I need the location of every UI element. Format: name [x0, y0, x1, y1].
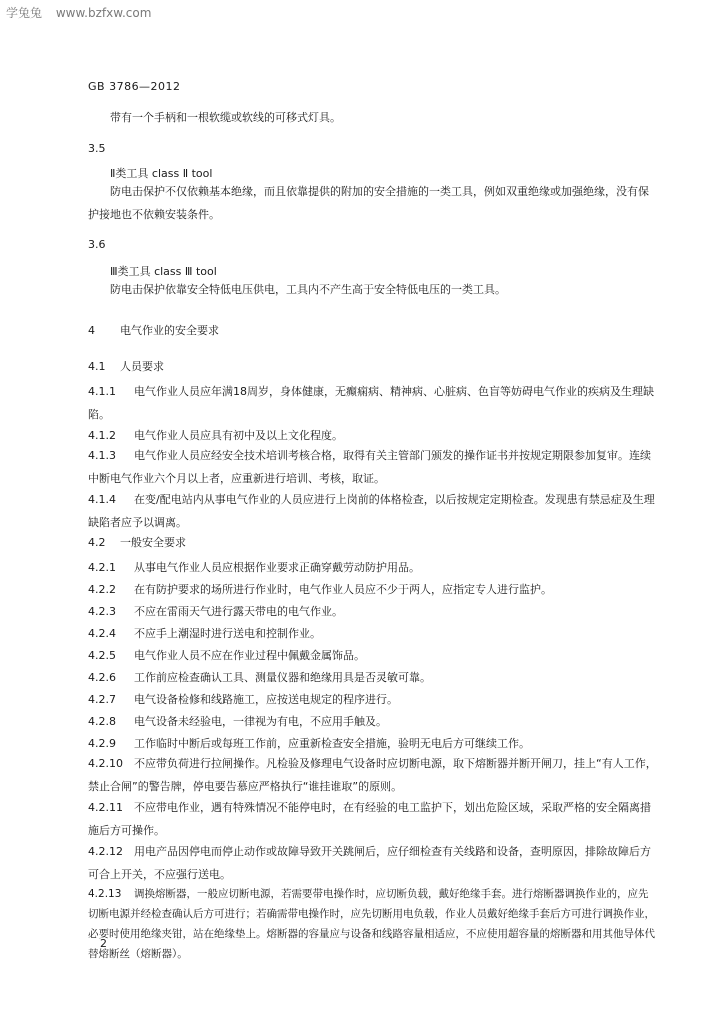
list-item [88, 884, 658, 964]
list-item [88, 600, 658, 623]
term-3-6-title: Ⅲ类工具 class Ⅲ tool [110, 265, 217, 278]
term-3-5-number: 3.5 [88, 142, 106, 155]
item-number: 4.2.13 [88, 888, 122, 900]
item-text: 电气作业人员应具有初中及以上文化程度。 [134, 429, 343, 442]
item-number: 4.2.11 [88, 801, 123, 814]
item-number: 4.1.1 [88, 385, 116, 398]
item-number: 4.2.9 [88, 737, 116, 750]
list-item [88, 796, 658, 842]
page-number: 2 [100, 937, 107, 950]
item-number: 4.1.4 [88, 493, 116, 506]
item-number: 4.2.1 [88, 561, 116, 574]
watermark [6, 4, 161, 21]
term-3-6-number: 3.6 [88, 238, 106, 251]
watermark-name: 学兔兔 [6, 6, 43, 20]
term-3-5-definition: 防电击保护不仅依赖基本绝缘，而且依靠提供的附加的安全措施的一类工具，例如双重绝缘或加强绝缘，没有保护接地也不依赖安装条件。 [88, 185, 649, 221]
item-text: 电气设备未经验电，一律视为有电，不应用手触及。 [134, 715, 387, 728]
list-item [88, 710, 658, 733]
item-number: 4.2.6 [88, 671, 116, 684]
section-4-title: 电气作业的安全要求 [120, 324, 219, 337]
section-4-2-title: 一般安全要求 [120, 536, 186, 549]
term-3-5-title: Ⅱ类工具 class Ⅱ tool [110, 167, 213, 180]
item-text: 在有防护要求的场所进行作业时，电气作业人员应不少于两人，应指定专人进行监护。 [134, 583, 552, 596]
item-number: 4.1.3 [88, 449, 116, 462]
item-text: 用电产品因停电而停止动作或故障导致开关跳闸后，应仔细检查有关线路和设备，查明原因，排除故障后方可合上开关，不应强行送电。 [88, 845, 651, 881]
section-4-1-title: 人员要求 [120, 360, 164, 373]
term-3-6-definition: 防电击保护依靠安全特低电压供电，工具内不产生高于安全特低电压的一类工具。 [110, 283, 506, 296]
item-text: 电气作业人员不应在作业过程中佩戴金属饰品。 [134, 649, 365, 662]
list-item [88, 840, 658, 886]
item-text: 从事电气作业人员应根据作业要求正确穿戴劳动防护用品。 [134, 561, 420, 574]
item-number: 4.2.7 [88, 693, 116, 706]
list-item [88, 556, 658, 579]
item-text: 调换熔断器，一般应切断电源，若需要带电操作时，应切断负载，戴好绝缘手套。进行熔断器调换作业的，应先切断电源并经检查确认后方可进行；若确需带电操作时，应先切断用电负载，作业人员戴好绝缘手套后方可进行调换作业，必要时使用绝缘夹钳，站在绝缘垫上。熔断器的容量应与设备和线路容量相适应，不应使用超容量的熔断器和用其他导体代替熔断丝（熔断器）。 [88, 888, 655, 960]
item-number: 4.2.8 [88, 715, 116, 728]
intro-line: 带有一个手柄和一根软缆或软线的可移式灯具。 [110, 111, 341, 124]
item-number: 4.2.3 [88, 605, 116, 618]
item-number: 4.2.2 [88, 583, 116, 596]
item-number: 4.2.4 [88, 627, 116, 640]
section-4-1-heading [88, 358, 164, 374]
item-text: 工作临时中断后或每班工作前，应重新检查安全措施，验明无电后方可继续工作。 [134, 737, 530, 750]
list-item [88, 578, 658, 601]
item-text: 电气设备检修和线路施工，应按送电规定的程序进行。 [134, 693, 398, 706]
section-4-heading [88, 322, 219, 338]
item-number: 4.2.5 [88, 649, 116, 662]
item-text: 不应带负荷进行拉闸操作。凡检验及修理电气设备时应切断电源，取下熔断器并断开闸刀，挂上“有人工作，禁止合闸”的警告牌，停电要告慕应严格执行“谁挂谁取”的原则。 [88, 757, 657, 793]
item-text: 电气作业人员应经安全技术培训考核合格，取得有关主管部门颁发的操作证书并按规定期限参加复审。连续中断电气作业六个月以上者，应重新进行培训、考核，取证。 [88, 449, 651, 485]
item-text: 不应带电作业，遇有特殊情况不能停电时，在有经验的电工监护下，划出危险区域，采取严格的安全隔离措施后方可操作。 [88, 801, 651, 837]
item-text: 电气作业人员应年满18周岁，身体健康，无癫痫病、精神病、心脏病、色盲等妨碍电气作业的疾病及生理缺陷。 [88, 385, 654, 421]
list-item [88, 622, 658, 645]
item-number: 4.2.10 [88, 757, 123, 770]
item-text: 不应手上潮湿时进行送电和控制作业。 [134, 627, 321, 640]
section-4-2-number: 4.2 [88, 536, 106, 549]
list-item [88, 380, 658, 426]
section-4-1-number: 4.1 [88, 360, 106, 373]
item-text: 不应在雷雨天气进行露天带电的电气作业。 [134, 605, 343, 618]
section-4-2-heading [88, 534, 186, 550]
list-item [88, 688, 658, 711]
item-number: 4.1.2 [88, 429, 116, 442]
list-item [88, 644, 658, 667]
item-text: 在变/配电站内从事电气作业的人员应进行上岗前的体格检查，以后按规定定期检查。发现患有禁忌症及生理缺陷者应予以调离。 [88, 493, 655, 529]
list-item [88, 488, 658, 534]
item-number: 4.2.12 [88, 845, 123, 858]
standard-header: GB 3786—2012 [88, 80, 181, 93]
watermark-site: www.bzfxw.com [55, 6, 152, 20]
list-item [88, 666, 658, 689]
list-item [88, 752, 658, 798]
list-item [88, 444, 658, 490]
item-text: 工作前应检查确认工具、测量仪器和绝缘用具是否灵敏可靠。 [134, 671, 431, 684]
section-4-number: 4 [88, 324, 95, 337]
